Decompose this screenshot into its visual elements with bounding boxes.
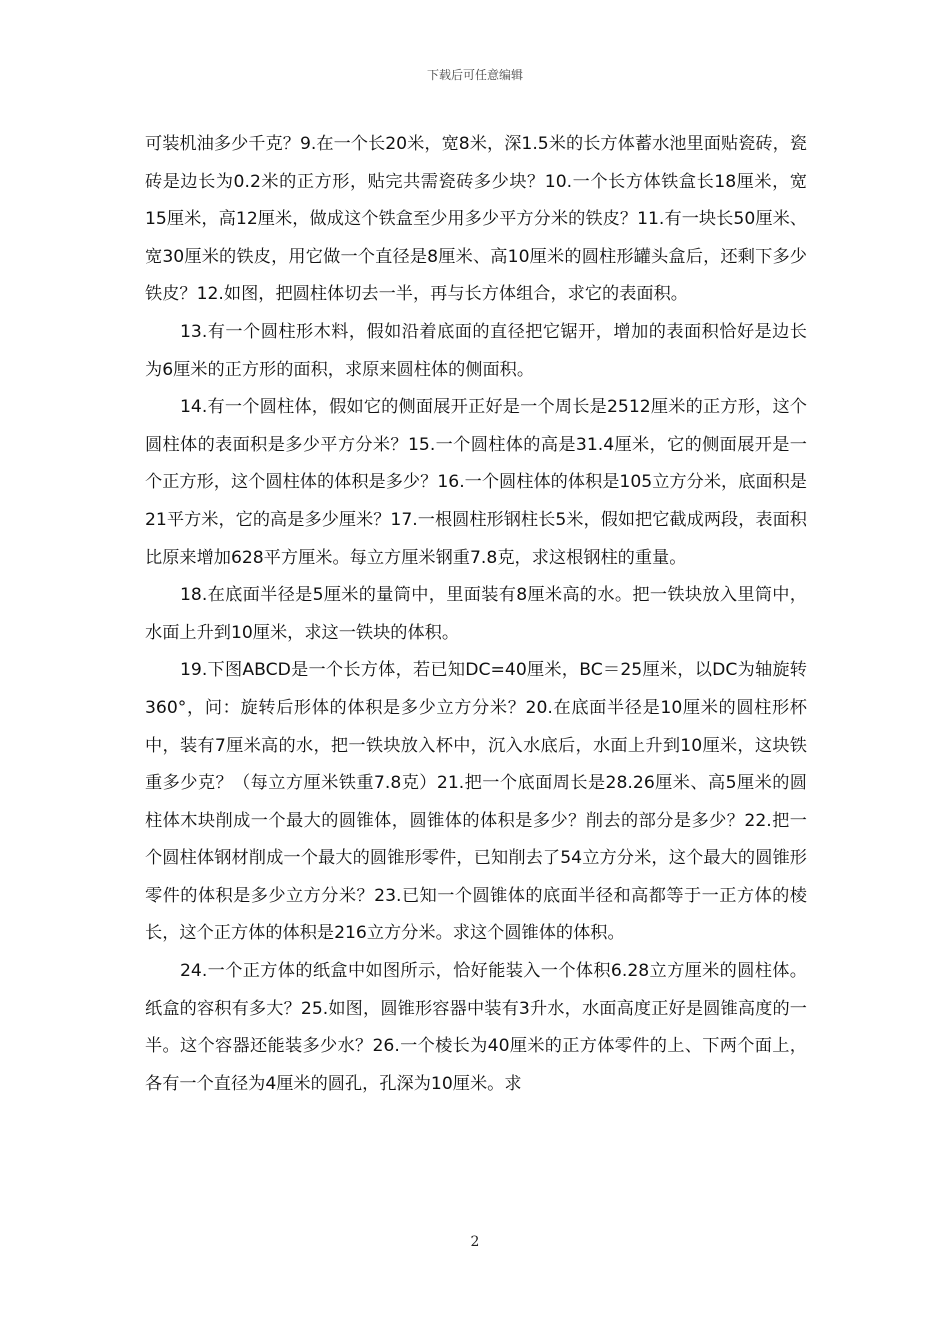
page-number: 2 [470,1234,480,1250]
paragraph-1: 可装机油多少千克？9.在一个长20米，宽8米，深1.5米的长方体蓄水池里面贴瓷砖，瓷砖是边长为0.2米的正方形，贴完共需瓷砖多少块？10.一个长方体铁盒长18厘米，宽15厘米，高12厘米，做成这个铁盒至少用多少平方分米的铁皮？11.有一块长50厘米、宽30厘米的铁皮，用它做一个直径是8厘米、高10厘米的圆柱形罐头盒后，还剩下多少铁皮？12.如图，把圆柱体切去一半，再与长方体组合，求它的表面积。 [145,134,807,305]
page-header: 下载后可任意编辑 [426,68,523,82]
paragraph-3: 14.有一个圆柱体，假如它的侧面展开正好是一个周长是2512厘米的正方形，这个圆柱体的表面积是多少平方分米？15.一个圆柱体的高是31.4厘米，它的侧面展开是一个正方形，这个圆柱体的体积是多少？16.一个圆柱体的体积是105立方分米，底面积是21平方米，它的高是多少厘米？17.一根圆柱形钢柱长5米，假如把它截成两段，表面积比原来增加628平方厘米。每立方厘米钢重7.8克，求这根钢柱的重量。 [145,397,807,568]
paragraph-4: 18.在底面半径是5厘米的量筒中，里面装有8厘米高的水。把一铁块放入里筒中，水面上升到10厘米，求这一铁块的体积。 [145,585,807,643]
paragraph-5: 19.下图ABCD是一个长方体，若已知DC=40厘米，BC＝25厘米，以DC为轴旋转360°，问：旋转后形体的体积是多少立方分米？20.在底面半径是10厘米的圆柱形杯中，装有7厘米高的水，把一铁块放入杯中，沉入水底后，水面上升到10厘米，这块铁重多少克？（每立方厘米铁重7.8克）21.把一个底面周长是28.26厘米、高5厘米的圆柱体木块削成一个最大的圆锥体，圆锥体的体积是多少？削去的部分是多少？22.把一个圆柱体钢材削成一个最大的圆锥形零件，已知削去了54立方分米，这个最大的圆锥形零件的体积是多少立方分米？23.已知一个圆锥体的底面半径和高都等于一正方体的棱长，这个正方体的体积是216立方分米。求这个圆锥体的体积。 [145,660,807,944]
paragraph-6: 24.一个正方体的纸盒中如图所示，恰好能装入一个体积6.28立方厘米的圆柱体。纸盒的容积有多大？25.如图，圆锥形容器中装有3升水，水面高度正好是圆锥高度的一半。这个容器还能装多少水？26.一个棱长为40厘米的正方体零件的上、下两个面上，各有一个直径为4厘米的圆孔，孔深为10厘米。求 [145,961,807,1094]
document-body [145,126,807,1103]
paragraph-2: 13.有一个圆柱形木料，假如沿着底面的直径把它锯开，增加的表面积恰好是边长为6厘米的正方形的面积，求原来圆柱体的侧面积。 [145,321,807,380]
